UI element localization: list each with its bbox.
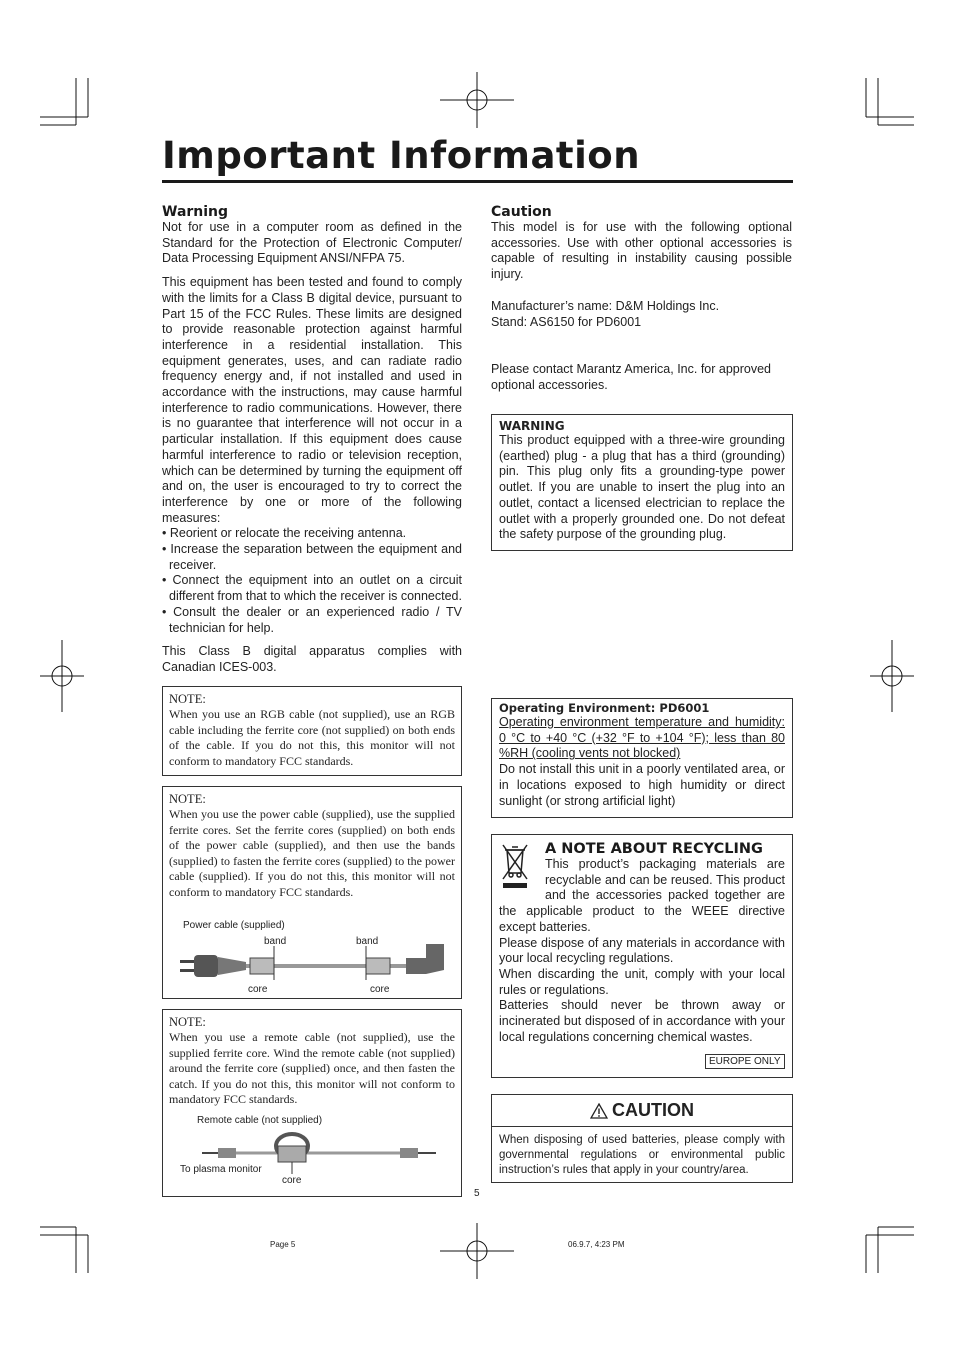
operating-environment-placement: Do not install this unit in a poorly ventilated area, or in locations exposed to high humidity or direct sunlight (or strong artificial light) [499,762,785,808]
manufacturer-name: Manufacturer’s name: D&M Holdings Inc. [491,298,720,313]
warning-paragraph-3: This Class B digital apparatus complies with Canadian ICES-003. [162,644,462,674]
grounding-warning-box [491,414,793,551]
recycling-paragraph-3: When discarding the unit, comply with your local rules or regulations. [499,966,785,997]
core-label: core [282,1175,302,1186]
remote-cable-caption: Remote cable (not supplied) [197,1115,323,1126]
power-cable-caption: Power cable (supplied) [183,920,285,931]
core-label-left: core [248,984,268,995]
caution-heading: Caution [491,204,552,220]
footer-timestamp: 06.9.7, 4:23 PM [568,1240,625,1249]
note-text: When you use the power cable (supplied), use the supplied ferrite cores. Set the ferrite cores (supplied) on both ends of the power cable (supplied), and then use the bands (supplied) to fasten the ferrite cores (supplied) to the power cable (supplied). If you do not this, this monitor will not conform to mandatory FCC standards. [169,807,455,899]
footer-page-label: Page 5 [270,1240,296,1249]
note-label: NOTE: [169,792,206,806]
page-title: Important Information [162,134,641,177]
battery-caution-heading: CAUTION [612,1100,694,1120]
operating-environment-box [491,698,793,818]
power-cable-diagram [176,940,452,984]
recycling-box [491,834,793,1078]
page-number: 5 [474,1188,480,1199]
battery-caution-header [492,1095,792,1127]
grounding-warning-text: This product equipped with a three-wire grounding (earthed) plug - a plug that has a third (grounding) pin. This plug only fits a grounding-type power outlet. If you are unable to insert the plug into an outlet, contact a licensed electrician to replace the outlet with a properly grounded one. Do not defeat the safety purpose of the grounding plug. [499,433,785,542]
band-label-right: band [356,936,379,947]
note-text: When you use an RGB cable (not supplied), use an RGB cable including the ferrite core (not supplied) on both ends of the cable. If you do not this, this monitor will not conform to mandatory FCC standards. [169,707,455,768]
note-label: NOTE: [169,1015,206,1029]
warning-heading: Warning [162,204,229,220]
remote-cable-diagram [200,1128,440,1174]
note-text: When you use a remote cable (not supplied), use the supplied ferrite core. Wind the remote cable (not supplied) around the ferrite core (supplied) once, and then fasten the catch. If you do not this, this monitor will not conform to mandatory FCC standards. [169,1030,455,1106]
europe-only-tag: EUROPE ONLY [705,1054,785,1069]
title-rule [162,180,793,183]
warning-triangle-icon [590,1103,608,1119]
recycling-heading: A NOTE ABOUT RECYCLING [545,841,763,857]
warning-section [162,204,462,676]
core-label-right: core [370,984,390,995]
warning-measures-list [162,526,462,636]
note-label: NOTE: [169,692,206,706]
contact-text: Please contact Marantz America, Inc. for approved optional accessories. [491,362,771,392]
operating-environment-conditions: Operating environment temperature and humidity: 0 °C to +40 °C (+32 °F to +104 °F); less than 80 %RH (cooling vents not blocked) [499,715,785,761]
weee-bin-icon [499,841,539,893]
list-item: • Increase the separation between the equipment and receiver. [162,542,462,573]
recycling-paragraph-4: Batteries should never be thrown away or incinerated but disposed of in accordance with your local regulations concerning chemical wastes. [499,998,785,1044]
warning-paragraph-1: Not for use in a computer room as defined in the Standard for the Protection of Electronic Computer/ Data Processing Equipment ANSI/NFPA 75. [162,220,462,266]
list-item: • Consult the dealer or an experienced radio / TV technician for help. [162,605,462,636]
recycling-paragraph-2: Please dispose of any materials in accordance with your local recycling regulations. [499,935,785,966]
battery-caution-box [491,1094,793,1183]
battery-caution-text: When disposing of used batteries, please comply with governmental regulations or environmental public instruction’s rules that apply in your country/area. [499,1134,785,1176]
band-label-left: band [264,936,287,947]
list-item: • Reorient or relocate the receiving antenna. [162,526,462,542]
to-monitor-label: To plasma monitor [180,1164,262,1175]
recycling-paragraph-1: This product’s packaging materials are recyclable and can be reused. This product and the accessories packed together are the applicable product to the WEEE directive except batteries. [499,857,785,934]
caution-paragraph: This model is for use with the following optional accessories. Use with other optional accessories is capable of resulting in instability causing possible injury. [491,220,792,282]
operating-environment-heading: Operating Environment: PD6001 [499,701,710,715]
list-item: • Connect the equipment into an outlet on a circuit different from that to which the receiver is connected. [162,573,462,604]
warning-paragraph-2: This equipment has been tested and found to comply with the limits for a Class B digital device, pursuant to Part 15 of the FCC Rules. These limits are designed to provide reasonable protection against harmful interference in a residential installation. This equipment generates, uses, and can radiate radio frequency energy and, if not installed and used in accordance with the instructions, may cause harmful interference to radio communications. However, there is no guarantee that interference will not occur in a particular installation. If this equipment does cause harmful interference to radio or television reception, which can be determined by turning the equipment off and on, the user is encouraged to try to correct the interference by one or more of the following measures: [162,275,462,525]
stand-model: Stand: AS6150 for PD6001 [491,314,642,329]
note-rgb-cable [162,686,462,776]
caution-section [491,204,792,394]
grounding-warning-heading: WARNING [499,419,565,433]
